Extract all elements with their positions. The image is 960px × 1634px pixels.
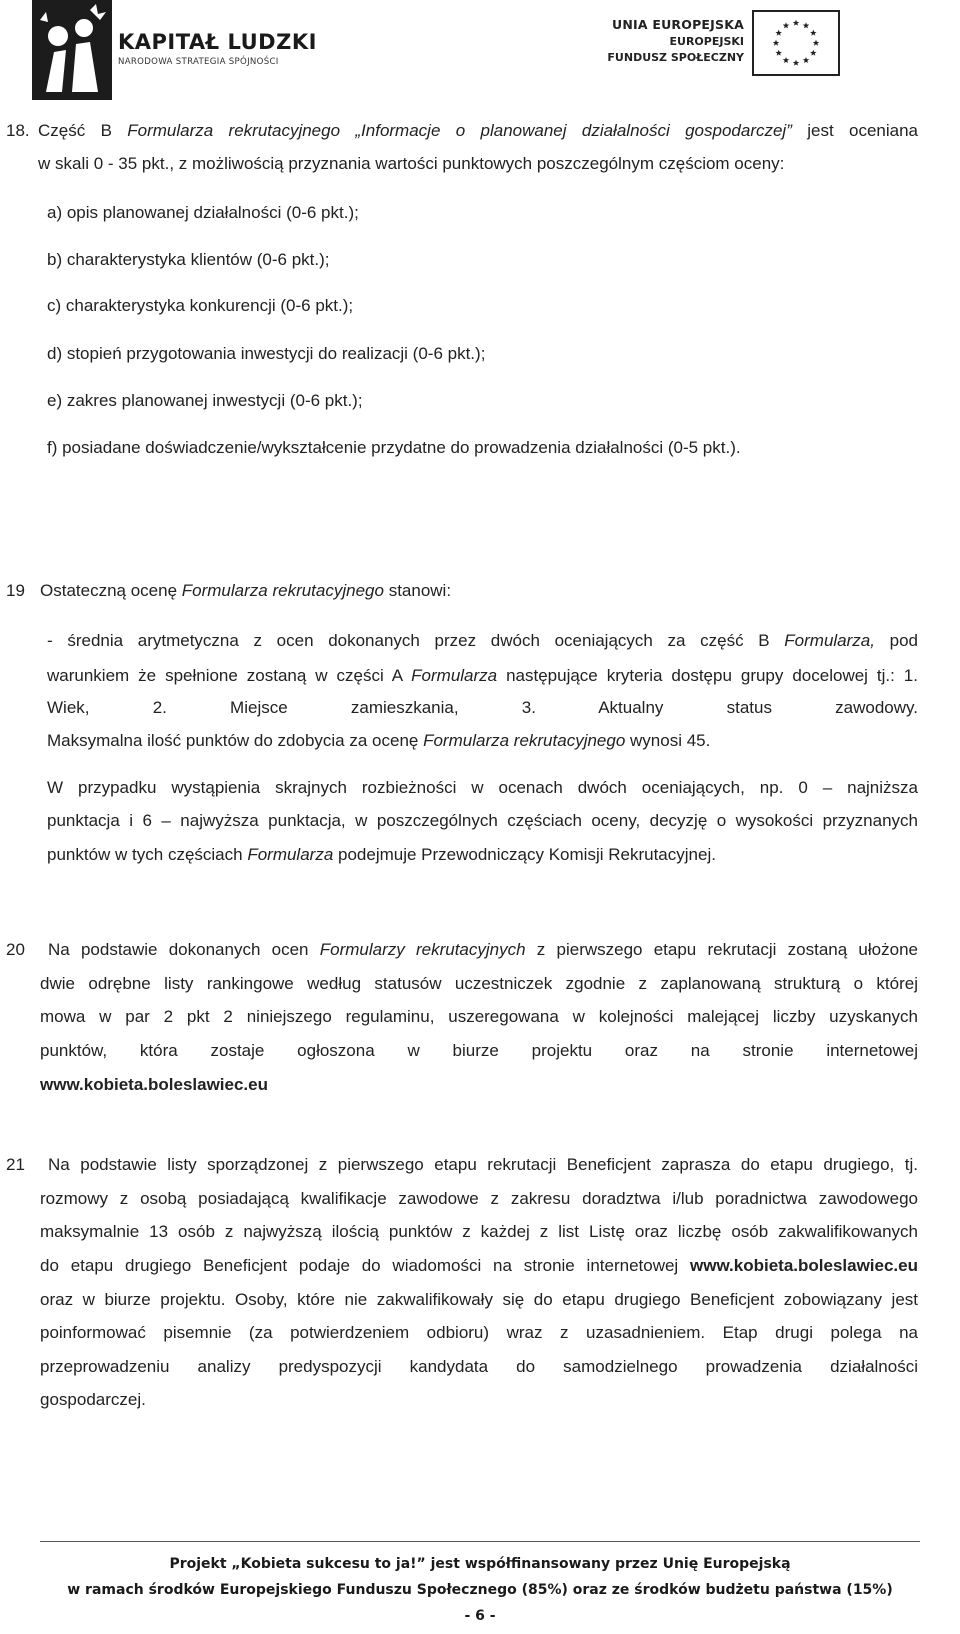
p20-line1-italic: Formularzy rekrutacyjnych bbox=[319, 940, 526, 959]
p20-line1-tail: z pierwszego etapu rekrutacji zostaną ułożone bbox=[525, 940, 918, 959]
eu-logo-line1: UNIA EUROPEJSKA bbox=[612, 17, 744, 32]
p19-line1-tail: pod bbox=[874, 631, 918, 650]
p19-intro-text: Ostateczną ocenę bbox=[40, 581, 182, 600]
p19-line4-tail: wynosi 45. bbox=[625, 731, 711, 750]
p21-line1: Na podstawie listy sporządzonej z pierwszego etapu rekrutacji Beneficjent zaprasza do etapu drugiego, tj. bbox=[48, 1155, 918, 1174]
p21-website-link[interactable]: www.kobieta.boleslawiec.eu bbox=[690, 1256, 918, 1275]
eu-logo bbox=[592, 10, 840, 76]
p21-line8: gospodarczej. bbox=[40, 1390, 146, 1409]
p20-line1-text: Na podstawie dokonanych ocen bbox=[48, 940, 320, 959]
eu-logo-line3: FUNDUSZ SPOŁECZNY bbox=[607, 51, 744, 64]
p21-line5: oraz w biurze projektu. Osoby, które nie zakwalifikowały się do etapu drugiego Beneficjent zobowiązany jest bbox=[40, 1290, 918, 1309]
p19-line7-italic: Formularza bbox=[247, 845, 334, 864]
p20-website-link[interactable] bbox=[40, 1075, 268, 1095]
p19-line2-italic: Formularza bbox=[411, 666, 498, 685]
kapital-ludzki-emblem-icon bbox=[32, 0, 112, 100]
page-number: - 6 - bbox=[464, 1608, 496, 1624]
p18-line1-tail: jest oceniana bbox=[791, 121, 918, 140]
footer-divider bbox=[40, 1541, 920, 1542]
p20-line2: dwie odrębne listy rankingowe według statusów uczestniczek zgodnie z zaplanowaną strukturą o której bbox=[40, 974, 918, 993]
p18-number: 18. bbox=[6, 121, 30, 140]
p20-line4: punktów, która zostaje ogłoszona w biurze projektu oraz na stronie internetowej bbox=[40, 1041, 918, 1060]
p21-line4-text: do etapu drugiego Beneficjent podaje do wiadomości na stronie internetowej bbox=[40, 1256, 690, 1275]
p18-line1 bbox=[38, 121, 918, 141]
p18-item-f: f) posiadane doświadczenie/wykształcenie przydatne do prowadzenia działalności (0-5 pkt.). bbox=[47, 438, 741, 457]
p19-line1-italic: Formularza, bbox=[784, 631, 875, 650]
kapital-ludzki-logo bbox=[32, 0, 317, 100]
p19-line3: Wiek, 2. Miejsce zamieszkania, 3. Aktualny status zawodowy. bbox=[47, 698, 918, 717]
p18-line1-text: Część B bbox=[38, 121, 128, 140]
p21-line4 bbox=[40, 1256, 918, 1276]
p21-line6: poinformować pisemnie (za potwierdzeniem odbioru) wraz z uzasadnieniem. Etap drugi polega na bbox=[40, 1323, 918, 1342]
left-logo-subtitle: NARODOWA STRATEGIA SPÓJNOŚCI bbox=[118, 57, 279, 67]
p19-line2-text: warunkiem że spełnione zostaną w części A bbox=[47, 666, 412, 685]
p18-item-d: d) stopień przygotowania inwestycji do realizacji (0-6 pkt.); bbox=[47, 344, 486, 363]
p19-intro-tail: stanowi: bbox=[383, 581, 452, 600]
p19-line2 bbox=[47, 666, 918, 686]
p21-number: 21 bbox=[6, 1155, 25, 1174]
p18-item-a: a) opis planowanej działalności (0-6 pkt.); bbox=[47, 203, 359, 222]
p19-line7 bbox=[47, 845, 716, 865]
p18-item-e: e) zakres planowanej inwestycji (0-6 pkt.); bbox=[47, 391, 363, 410]
p21-line3: maksymalnie 13 osób z najwyższą ilością punktów z każdej z list Listę oraz liczbę osób zakwalifikowanych bbox=[40, 1222, 918, 1241]
p21-line7: przeprowadzeniu analizy predyspozycji kandydata do samodzielnego prowadzenia działalności bbox=[40, 1357, 918, 1376]
footer-line2: w ramach środków Europejskiego Funduszu Społecznego (85%) oraz ze środków budżetu państwa (15%) bbox=[67, 1582, 893, 1598]
p20-line3: mowa w par 2 pkt 2 niniejszego regulaminu, uszeregowana w kolejności malejącej liczby uzyskanych bbox=[40, 1007, 918, 1026]
p20-website-text: www.kobieta.boleslawiec.eu bbox=[40, 1075, 268, 1094]
p19-line2-tail: następujące kryteria dostępu grupy docelowej tj.: 1. bbox=[497, 666, 918, 685]
p19-intro bbox=[40, 581, 451, 601]
eu-logo-line2: EUROPEJSKI bbox=[669, 35, 744, 48]
p19-line7-tail: podejmuje Przewodniczący Komisji Rekrutacyjnej. bbox=[333, 845, 716, 864]
p18-line2: w skali 0 - 35 pkt., z możliwością przyznania wartości punktowych poszczególnym częściom oceny: bbox=[38, 154, 785, 173]
p19-line7-text: punktów w tych częściach bbox=[47, 845, 248, 864]
p18-line1-italic: Formularza rekrutacyjnego „Informacje o planowanej działalności gospodarczej” bbox=[127, 121, 792, 140]
left-logo-title: KAPITAŁ LUDZKI bbox=[118, 30, 317, 54]
p18-item-c: c) charakterystyka konkurencji (0-6 pkt.); bbox=[47, 296, 354, 315]
p20-number: 20 bbox=[6, 940, 25, 959]
footer-line1: Projekt „Kobieta sukcesu to ja!” jest współfinansowany przez Unię Europejską bbox=[169, 1556, 791, 1572]
p19-number: 19 bbox=[6, 581, 25, 600]
p19-line1 bbox=[47, 631, 918, 651]
p21-line2: rozmowy z osobą posiadającą kwalifikacje zawodowe z zakresu doradztwa i/lub poradnictwa zawodowego bbox=[40, 1189, 918, 1208]
p19-line6: punktacja i 6 – najwyższa punktacja, w poszczególnych częściach oceny, decyzję o wysokości przyznanych bbox=[47, 811, 918, 830]
p19-line4-text: Maksymalna ilość punktów do zdobycia za ocenę bbox=[47, 731, 424, 750]
p19-line4-italic: Formularza rekrutacyjnego bbox=[423, 731, 626, 750]
eu-flag-icon bbox=[752, 10, 840, 76]
p18-item-b: b) charakterystyka klientów (0-6 pkt.); bbox=[47, 250, 330, 269]
eu-logo-text bbox=[607, 16, 744, 66]
p19-line5: W przypadku wystąpienia skrajnych rozbieżności w ocenach dwóch oceniających, np. 0 – najniższa bbox=[47, 778, 918, 797]
p19-intro-italic: Formularza rekrutacyjnego bbox=[181, 581, 384, 600]
p19-line4 bbox=[47, 731, 710, 751]
p19-line1-text: - średnia arytmetyczna z ocen dokonanych przez dwóch oceniających za część B bbox=[47, 631, 785, 650]
p20-line1 bbox=[48, 940, 918, 960]
